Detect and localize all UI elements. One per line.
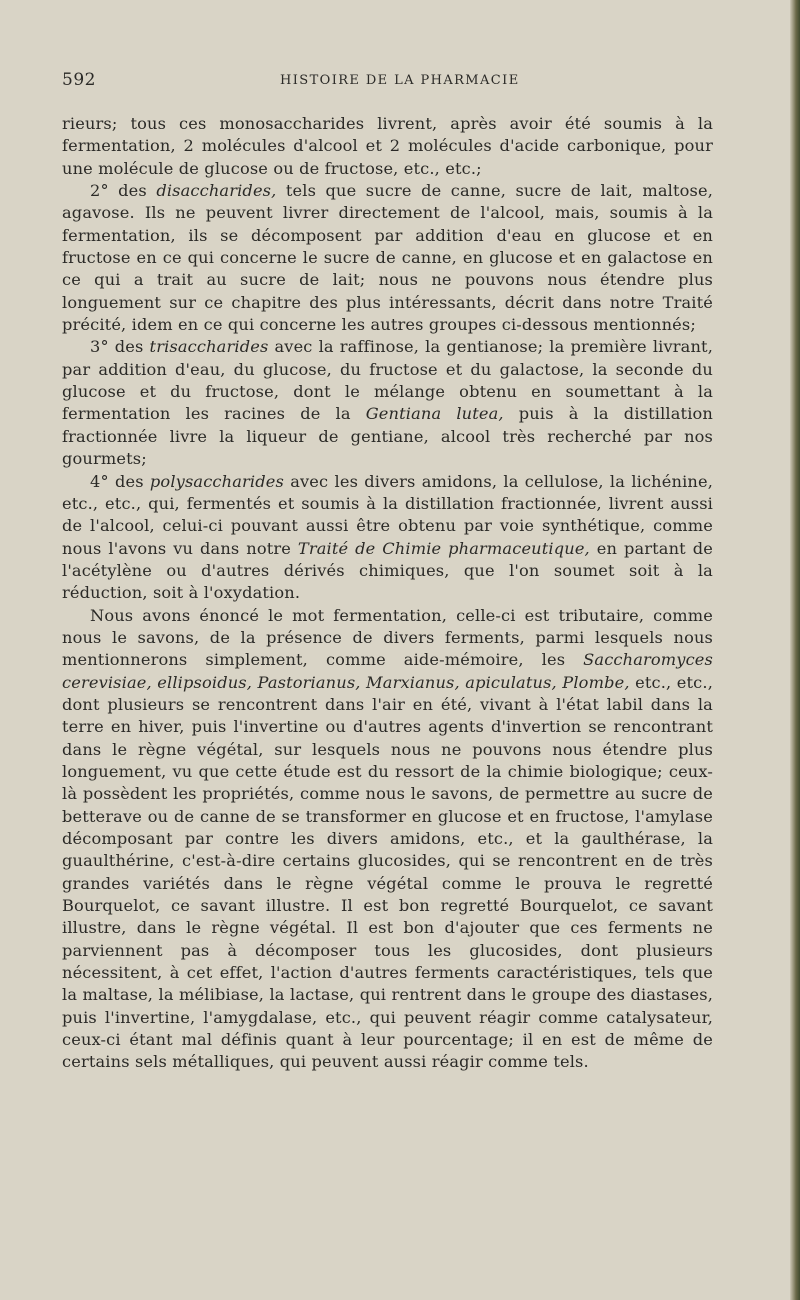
text-run: puis à la distillation fractionnée livre la liqueur de gentiane, alcool très recherché par nos gourmets; (62, 404, 713, 469)
text-run: rieurs; tous ces monosaccharides livrent, après avoir été soumis à la fermentation, 2 molécules d'alcool et 2 molécules d'acide carbonique, pour une molécule de glucose ou de fructose, etc., etc.; (62, 114, 713, 178)
paragraph-3 (62, 336, 713, 470)
paragraph-5 (62, 605, 713, 1074)
body-text (62, 113, 713, 1074)
text-run: en partant de l'acétylène ou d'autres dérivés chimiques, que l'on soumet soit à la réduction, soit à l'oxydation. (62, 538, 713, 603)
paragraph-1 (62, 113, 713, 180)
italic-text: Traité de Chimie pharmaceutique, (297, 538, 590, 558)
page-number: 592 (62, 70, 96, 90)
text-run: avec la raffinose, la gentianose; la première livrant, par addition d'eau, du glucose, du fructose et du galactose, la seconde du glucose et du fructose, dont le mélange obtenu en soumettant à la fermentation les racines de la (62, 337, 714, 424)
text-run: 4° des (90, 471, 150, 491)
paragraph-2 (62, 180, 713, 336)
italic-text: trisaccharides (149, 337, 269, 357)
italic-text: polysaccharides (149, 471, 284, 491)
text-run: Nous avons énoncé le mot fermentation, celle-ci est tributaire, comme nous le savons, de la présence de divers ferments, parmi lesquels nous mentionnerons simplement, comme aide-mémoire, les (62, 605, 713, 670)
italic-text: Saccharomyces cerevisiae, ellipsoidus, Pastorianus, Marxianus, apiculatus, Plombe, (62, 650, 713, 692)
page-edge-shadow (790, 0, 800, 1300)
italic-text: Gentiana lutea, (365, 404, 504, 424)
italic-text: disaccharides, (156, 181, 277, 201)
running-title: HISTOIRE DE LA PHARMACIE (280, 73, 520, 88)
text-run: 3° des (90, 337, 150, 357)
text-run: avec les divers amidons, la cellulose, la lichénine, etc., etc., qui, fermentés et soumis à la distillation fractionnée, livrent aussi de l'alcool, celui-ci pouvant aussi être obtenu par voie synthétique, comme nous l'avons vu dans notre (62, 471, 713, 558)
paragraph-4 (62, 471, 713, 605)
text-run: tels que sucre de canne, sucre de lait, maltose, agavose. Ils ne peuvent livrer directement de l'alcool, mais, soumis à la fermentation, ils se décomposent par addition d'eau en glucose et en fructose en ce qui concerne le sucre de canne, en glucose et en galactose en ce qui a trait au sucre de lait; nous ne pouvons nous étendre plus longuement sur ce chapitre des plus intéressants, décrit dans notre Traité précité, idem en ce qui concerne les autres groupes ci-dessous mentionnés; (62, 181, 714, 335)
page-header (62, 70, 712, 96)
text-run: etc., etc., dont plusieurs se rencontrent dans l'air en été, vivant à l'état labil dans la terre en hiver, puis l'invertine ou d'autres agents d'invertion se rencontrant dans le règne végétal, sur lesquels nous ne pouvons nous étendre plus longuement, vu que cette étude est du ressort de la chimie biologique; ceux-là possèdent les propriétés, comme nous le savons, de permettre au sucre de betterave ou de canne de se transformer en glucose et en fructose, l'amylase décomposant par contre les divers amidons, etc., et la gaulthérase, la guaulthérine, c'est-à-dire certains glucosides, qui se rencontrent en de très grandes variétés dans le règne végétal comme le prouva le regretté Bourquelot, ce savant illustre. Il est bon regretté Bourquelot, ce savant illustre, dans le règne végétal. Il est bon d'ajouter que ces ferments ne parviennent pas à décomposer tous les glucosides, dont plusieurs nécessitent, à cet effet, l'action d'autres ferments caractéristiques, tels que la maltase, la mélibiase, la lactase, qui rentrent dans le groupe des diastases, puis l'invertine, l'amygdalase, etc., qui peuvent réagir comme catalysateur, ceux-ci étant mal définis quant à leur pourcentage; il en est de même de certains sels métalliques, qui peuvent aussi réagir comme tels. (62, 672, 713, 1072)
text-run: 2° des (90, 181, 157, 201)
